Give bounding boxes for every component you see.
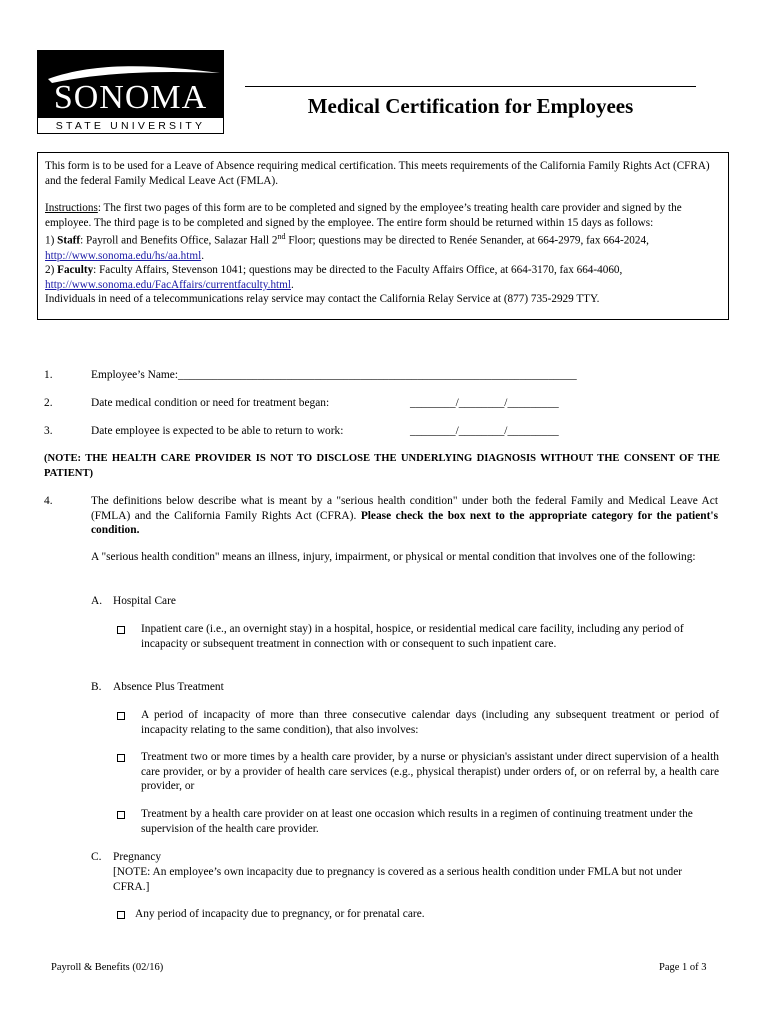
section-c-title: Pregnancy [113, 851, 162, 863]
q2-number: 2. [44, 397, 53, 409]
diagnosis-note: (NOTE: THE HEALTH CARE PROVIDER IS NOT TO DISCLOSE THE UNDERLYING DIAGNOSIS WITHOUT THE CONSENT OF THE PATIENT) [44, 453, 720, 479]
treatment-multiple-checkbox[interactable] [117, 754, 125, 762]
pregnancy-text: Any period of incapacity due to pregnancy, or for prenatal care. [135, 908, 425, 920]
section-b-title: Absence Plus Treatment [113, 681, 224, 693]
instructions-label: Instructions [45, 202, 98, 215]
incapacity-text: A period of incapacity of more than three consecutive calendar days (including any subsequent treatment or period of incapacity relating to the same condition), that also involves: [141, 709, 719, 736]
q3-number: 3. [44, 425, 53, 437]
employee-name-field[interactable]: ______________________________________________________________________ [178, 369, 577, 381]
logo-wordmark: SONOMA [53, 79, 208, 116]
return-to-work-date-field[interactable]: ________/________/_________ [410, 425, 559, 437]
faculty-line [45, 263, 721, 292]
pregnancy-checkbox[interactable] [117, 911, 125, 919]
q1-number: 1. [44, 369, 53, 381]
instructions-paragraph [45, 201, 721, 230]
q4-text: The definitions below describe what is meant by a "serious health condition" under both the federal Family and Medical Leave Act (FMLA) and the California Family Rights Act (CFRA). [91, 495, 718, 522]
q1-label: Employee’s Name: [91, 369, 178, 381]
relay-line: Individuals in need of a telecommunications relay service may contact the California Relay Service at (877) 735-2929 TTY. [45, 293, 600, 306]
hospital-care-checkbox[interactable] [117, 626, 125, 634]
q4-instruction: Please check the box next to the appropriate category for the patient's condition. [91, 509, 719, 537]
footer-left: Payroll & Benefits (02/16) [51, 962, 164, 973]
section-c-label: C. [91, 851, 102, 863]
q3-label: Date employee is expected to be able to return to work: [91, 425, 344, 437]
staff-text-a: : Payroll and Benefits Office, Salazar Hall 2 [80, 235, 278, 248]
q2-label: Date medical condition or need for treatment began: [91, 397, 330, 409]
faculty-label: Faculty [57, 264, 94, 277]
section-a-label: A. [91, 595, 103, 607]
treatment-regimen-checkbox[interactable] [117, 811, 125, 819]
staff-line [45, 230, 721, 263]
faculty-link[interactable]: http://www.sonoma.edu/FacAffairs/currentfaculty.html [45, 278, 291, 291]
hospital-care-text: Inpatient care (i.e., an overnight stay) in a hospital, hospice, or residential medical care facility, including any period of incapacity or subsequent treatment in connection with or consequent to such inpatient care. [141, 623, 684, 650]
intro-paragraph: This form is to be used for a Leave of Absence requiring medical certification. This meets requirements of the California Family Rights Act (CFRA) and the federal Family Medical Leave Act (FMLA). [45, 160, 710, 187]
staff-link[interactable]: http://www.sonoma.edu/hs/aa.html [45, 249, 202, 262]
title-rule [245, 86, 696, 87]
sonoma-state-logo [37, 50, 224, 134]
logo-subline: STATE UNIVERSITY [55, 120, 206, 132]
staff-end: . [201, 249, 204, 262]
section-a-title: Hospital Care [113, 595, 176, 607]
staff-prefix: 1) [45, 235, 58, 248]
staff-label: Staff [57, 235, 81, 248]
intro-box [37, 152, 729, 320]
instructions-text: : The first two pages of this form are to be completed and signed by the employee’s treating health care provider and signed by the employee. The third page is to be completed and signed by the employee. The entire form should be returned within 15 days as follows: [45, 202, 682, 229]
treatment-regimen-text: Treatment by a health care provider on at least one occasion which results in a regimen of continuing treatment under the supervision of the health care provider. [141, 808, 693, 835]
faculty-end: . [290, 278, 294, 291]
incapacity-checkbox[interactable] [117, 712, 125, 720]
staff-text-b: Floor; questions may be directed to Renée Senander, at 664-2979, fax 664-2024, [285, 235, 649, 248]
condition-began-date-field[interactable]: ________/________/_________ [410, 397, 559, 409]
pregnancy-note: [NOTE: An employee’s own incapacity due to pregnancy is covered as a serious health condition under FMLA but not under CFRA.] [113, 866, 683, 893]
treatment-multiple-text: Treatment two or more times by a health care provider, by a nurse or physician's assistant under direct supervision of a health care provider, or by a provider of health care services (e.g., physical therapist) under orders of, or on referral by, a health care provider, or [141, 751, 719, 793]
q1-line [91, 368, 691, 383]
logo-band [38, 51, 223, 118]
q4-paragraph [91, 494, 718, 538]
staff-sup: nd [277, 232, 286, 242]
section-b-label: B. [91, 681, 102, 693]
page-number: Page 1 of 3 [659, 962, 707, 973]
page-title: Medical Certification for Employees [307, 94, 634, 118]
q4-number: 4. [44, 495, 53, 507]
faculty-text: : Faculty Affairs, Stevenson 1041; questions may be directed to the Faculty Affairs Office, at 664-3170, fax 664-4060, [93, 264, 623, 277]
serious-condition-definition: A "serious health condition" means an illness, injury, impairment, or physical or mental condition that involves one of the following: [91, 551, 696, 563]
faculty-prefix: 2) [45, 264, 58, 277]
